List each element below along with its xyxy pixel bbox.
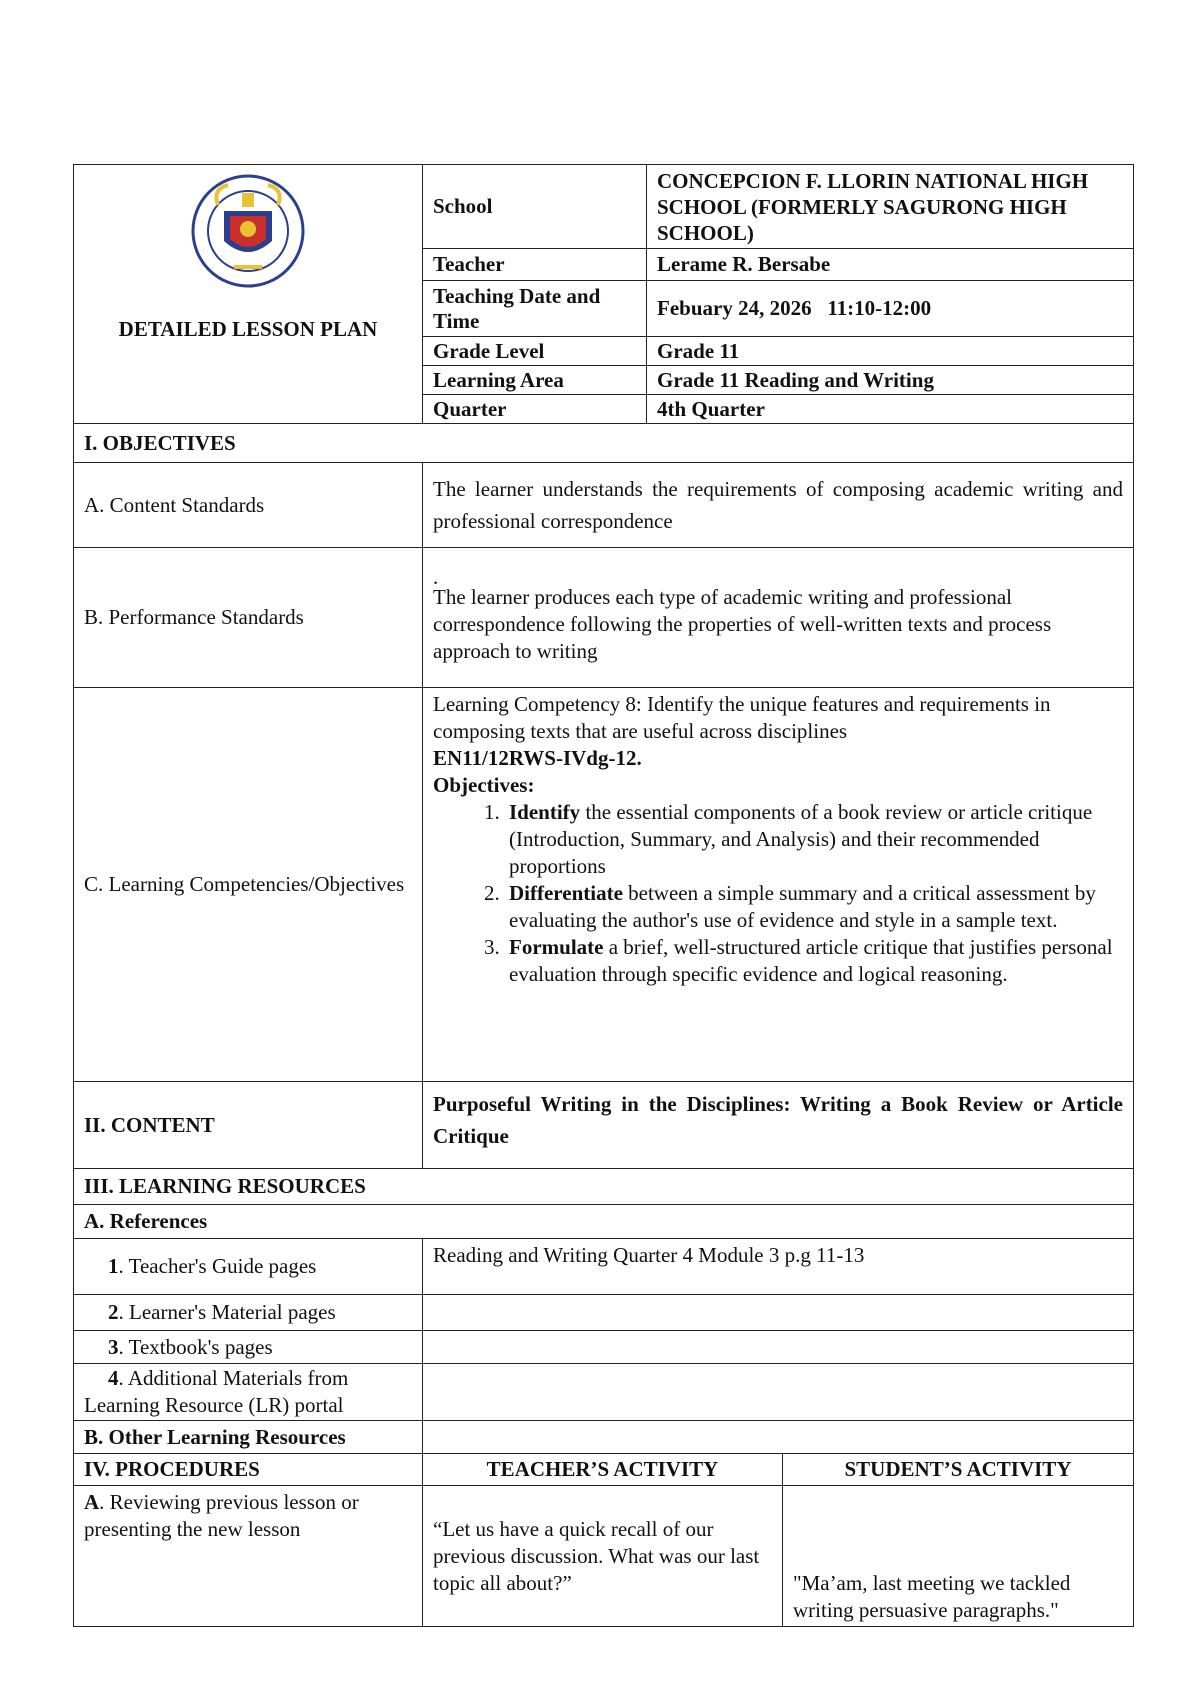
deped-seal [84, 171, 412, 296]
resources-heading: III. LEARNING RESOURCES [74, 1169, 1134, 1205]
quarter-value: 4th Quarter [647, 395, 1134, 424]
other-resources-value [423, 1421, 1134, 1454]
reference-row-label [74, 1331, 423, 1364]
objective-keyword: Identify [509, 800, 581, 824]
reference-row-label [74, 1295, 423, 1331]
teaching-date-value: Febuary 24, 2026 11:10-12:00 [647, 281, 1134, 337]
performance-standards-label: B. Performance Standards [74, 548, 423, 688]
deped-seal-icon [182, 171, 314, 289]
grade-level-label: Grade Level [423, 337, 647, 366]
teaching-date-label: Teaching Date and Time [423, 281, 647, 337]
content-text: Purposeful Writing in the Disciplines: Writing a Book Review or Article Critique [423, 1082, 1134, 1169]
performance-standards-dot: . [433, 565, 439, 589]
reference-row-label [74, 1239, 423, 1295]
performance-standards-text: The learner produces each type of academic writing and professional correspondence following the properties of well-written texts and process approach to writing [433, 585, 1052, 663]
school-value: CONCEPCION F. LLORIN NATIONAL HIGH SCHOOL (FORMERLY SAGURONG HIGH SCHOOL) [647, 165, 1134, 249]
learning-area-value: Grade 11 Reading and Writing [647, 366, 1134, 395]
reference-label: . Textbook's pages [118, 1334, 273, 1359]
objectives-list [433, 799, 1123, 988]
references-label: A. References [74, 1205, 1134, 1239]
reference-value [423, 1364, 1134, 1421]
procedure-step-text: . Reviewing previous lesson or presenting the new lesson [84, 1490, 359, 1541]
reference-value [423, 1295, 1134, 1331]
reference-label: . Teacher's Guide pages [118, 1254, 317, 1278]
reference-value [423, 1331, 1134, 1364]
competency-code: EN11/12RWS-IVdg-12. [433, 746, 642, 770]
reference-value: Reading and Writing Quarter 4 Module 3 p.g 11-13 [423, 1239, 1134, 1295]
reference-label: . Learner's Material pages [118, 1300, 336, 1324]
procedure-step-letter: A [84, 1490, 100, 1514]
objective-text: between a simple summary and a critical assessment by evaluating the author's use of evidence and style in a sample text. [509, 881, 1096, 932]
competency-intro: Learning Competency 8: Identify the unique features and requirements in composing texts that are useful across disciplines [433, 692, 1051, 743]
learning-area-label: Learning Area [423, 366, 647, 395]
reference-row-label [74, 1364, 423, 1421]
teacher-value: Lerame R. Bersabe [647, 249, 1134, 281]
reference-num: 2 [108, 1300, 119, 1324]
grade-level-value: Grade 11 [647, 337, 1134, 366]
procedure-step-label [74, 1486, 423, 1627]
reference-label: . Additional Materials from Learning Resource (LR) portal [84, 1366, 349, 1417]
reference-num: 4 [108, 1366, 119, 1390]
teacher-activity-header: TEACHER’S ACTIVITY [423, 1454, 783, 1486]
content-standards-text: The learner understands the requirements of composing academic writing and professional correspondence [423, 463, 1134, 548]
performance-standards-cell [423, 548, 1134, 688]
objective-item [505, 880, 1123, 934]
teacher-label: Teacher [423, 249, 647, 281]
student-activity-header: STUDENT’S ACTIVITY [783, 1454, 1134, 1486]
quarter-label: Quarter [423, 395, 647, 424]
school-label: School [423, 165, 647, 249]
competencies-cell [423, 688, 1134, 1082]
objective-keyword: Differentiate [509, 881, 623, 905]
lesson-plan [73, 164, 1133, 1627]
header-title-cell [74, 165, 423, 424]
page-title: DETAILED LESSON PLAN [118, 317, 378, 341]
other-resources-label: B. Other Learning Resources [74, 1421, 423, 1454]
reference-num: 1 [108, 1254, 119, 1278]
competencies-label: C. Learning Competencies/Objectives [74, 688, 423, 1082]
objective-keyword: Formulate [509, 935, 604, 959]
objective-text: the essential components of a book review or article critique (Introduction, Summary, and Analysis) and their recommended proportions [509, 800, 1093, 878]
objectives-heading: I. OBJECTIVES [74, 424, 1134, 463]
content-standards-label: A. Content Standards [74, 463, 423, 548]
content-heading: II. CONTENT [74, 1082, 423, 1169]
reference-num: 3 [108, 1334, 119, 1359]
objective-item [505, 799, 1123, 880]
procedures-heading: IV. PROCEDURES [74, 1454, 423, 1486]
teacher-activity-text: “Let us have a quick recall of our previous discussion. What was our last topic all about?” [423, 1486, 783, 1627]
objectives-subheading: Objectives: [433, 773, 535, 797]
objective-item [505, 934, 1123, 988]
lesson-plan-table [73, 164, 1134, 1627]
student-activity-text: "Ma’am, last meeting we tackled writing persuasive paragraphs." [783, 1486, 1134, 1627]
objective-text: a brief, well-structured article critique that justifies personal evaluation through specific evidence and logical reasoning. [509, 935, 1113, 986]
